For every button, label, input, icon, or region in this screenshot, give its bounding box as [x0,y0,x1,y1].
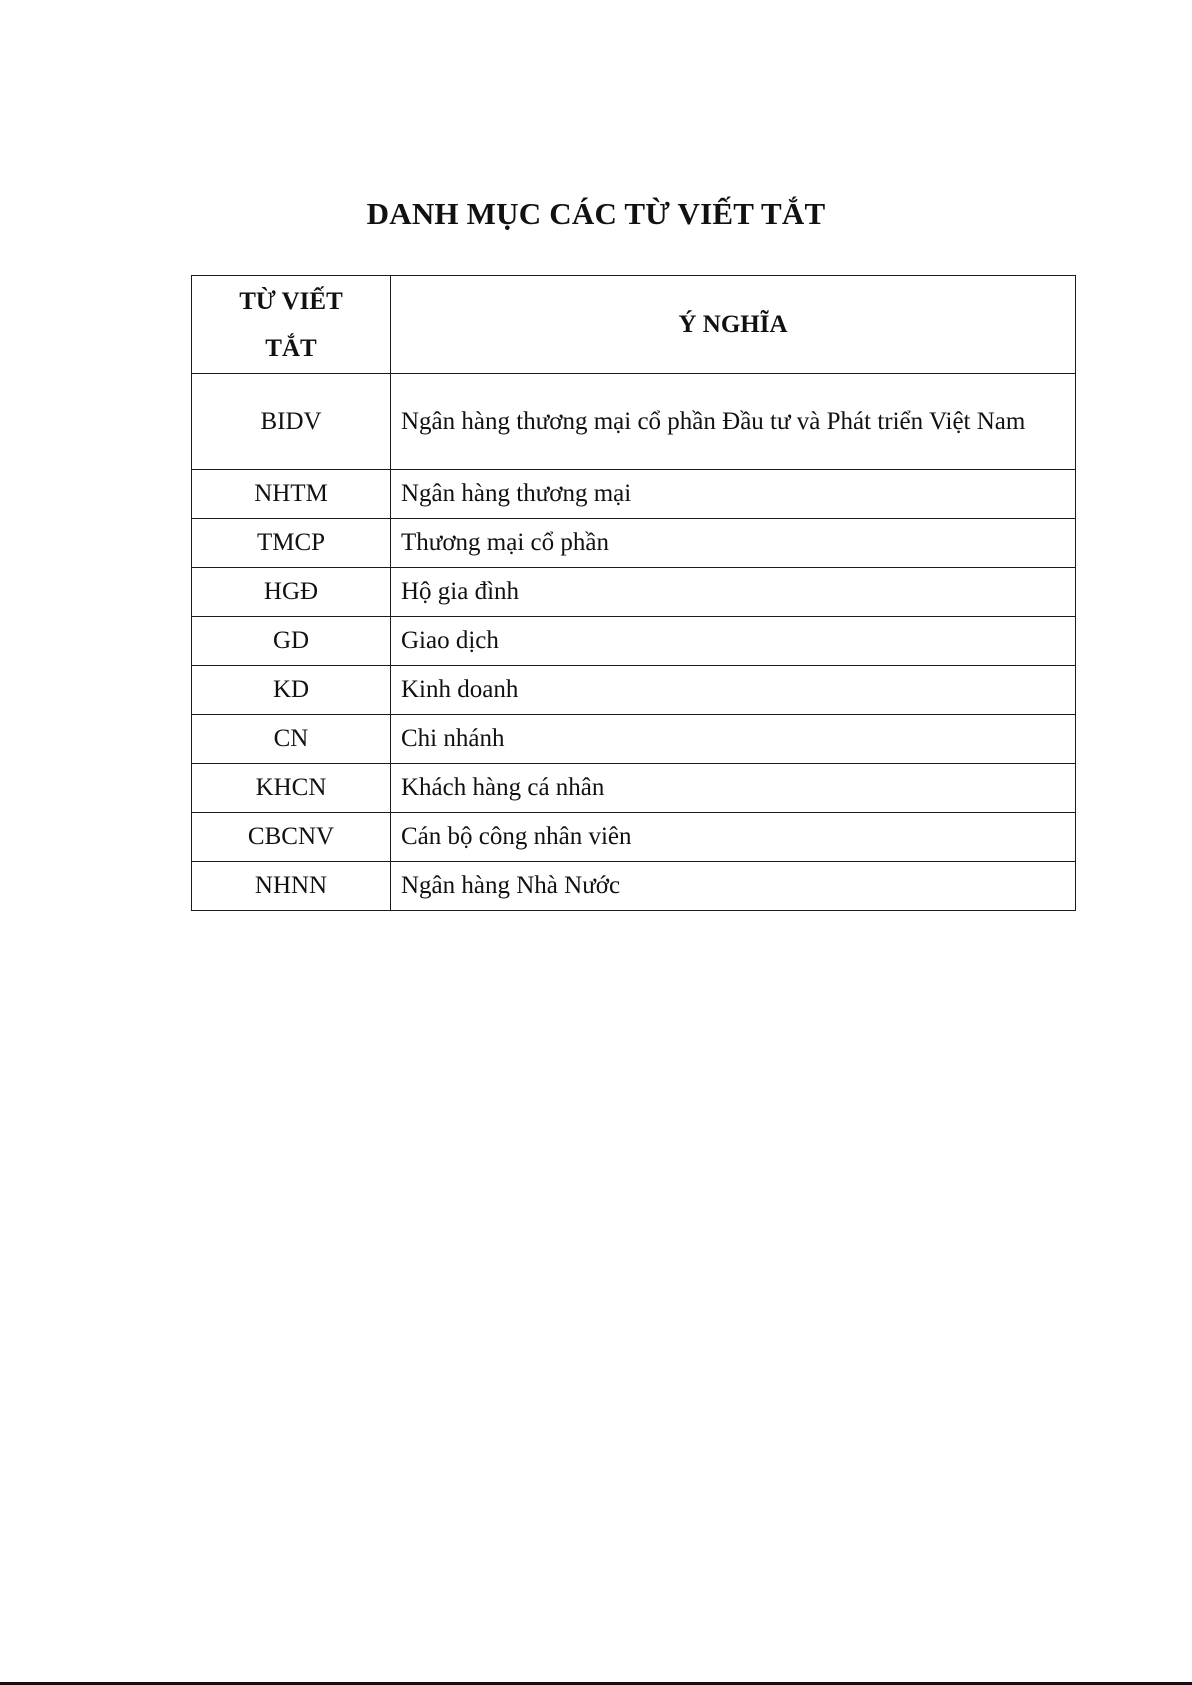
table-header-row [192,276,1076,374]
meaning-cell: Kinh doanh [391,666,1076,715]
table-row [192,764,1076,813]
table-row [192,568,1076,617]
meaning-cell: Ngân hàng thương mại cổ phần Đầu tư và Phát triển Việt Nam [391,374,1076,470]
header-abbreviation-line2: TẮT [265,334,317,362]
abbreviation-table [191,275,1076,911]
meaning-cell: Khách hàng cá nhân [391,764,1076,813]
abbreviation-cell: NHTM [192,470,391,519]
meaning-cell: Hộ gia đình [391,568,1076,617]
table-row [192,374,1076,470]
abbreviation-cell: CN [192,715,391,764]
table-row [192,715,1076,764]
header-meaning: Ý NGHĨA [391,276,1076,374]
meaning-cell: Ngân hàng thương mại [391,470,1076,519]
abbreviation-cell: TMCP [192,519,391,568]
table-row [192,617,1076,666]
table-row [192,862,1076,911]
abbreviation-cell: GD [192,617,391,666]
abbreviation-cell: BIDV [192,374,391,470]
abbreviation-cell: KHCN [192,764,391,813]
abbreviation-cell: HGĐ [192,568,391,617]
header-abbreviation [192,276,391,374]
meaning-cell: Giao dịch [391,617,1076,666]
abbreviation-cell: CBCNV [192,813,391,862]
table-row [192,666,1076,715]
table-row [192,519,1076,568]
abbreviation-cell: KD [192,666,391,715]
abbreviation-cell: NHNN [192,862,391,911]
table-row [192,470,1076,519]
meaning-cell: Cán bộ công nhân viên [391,813,1076,862]
header-abbreviation-line1: TỪ VIẾT [239,287,343,315]
meaning-cell: Thương mại cổ phần [391,519,1076,568]
meaning-cell: Ngân hàng Nhà Nước [391,862,1076,911]
table-row [192,813,1076,862]
page-title: DANH MỤC CÁC TỪ VIẾT TẮT [366,196,826,231]
meaning-cell: Chi nhánh [391,715,1076,764]
